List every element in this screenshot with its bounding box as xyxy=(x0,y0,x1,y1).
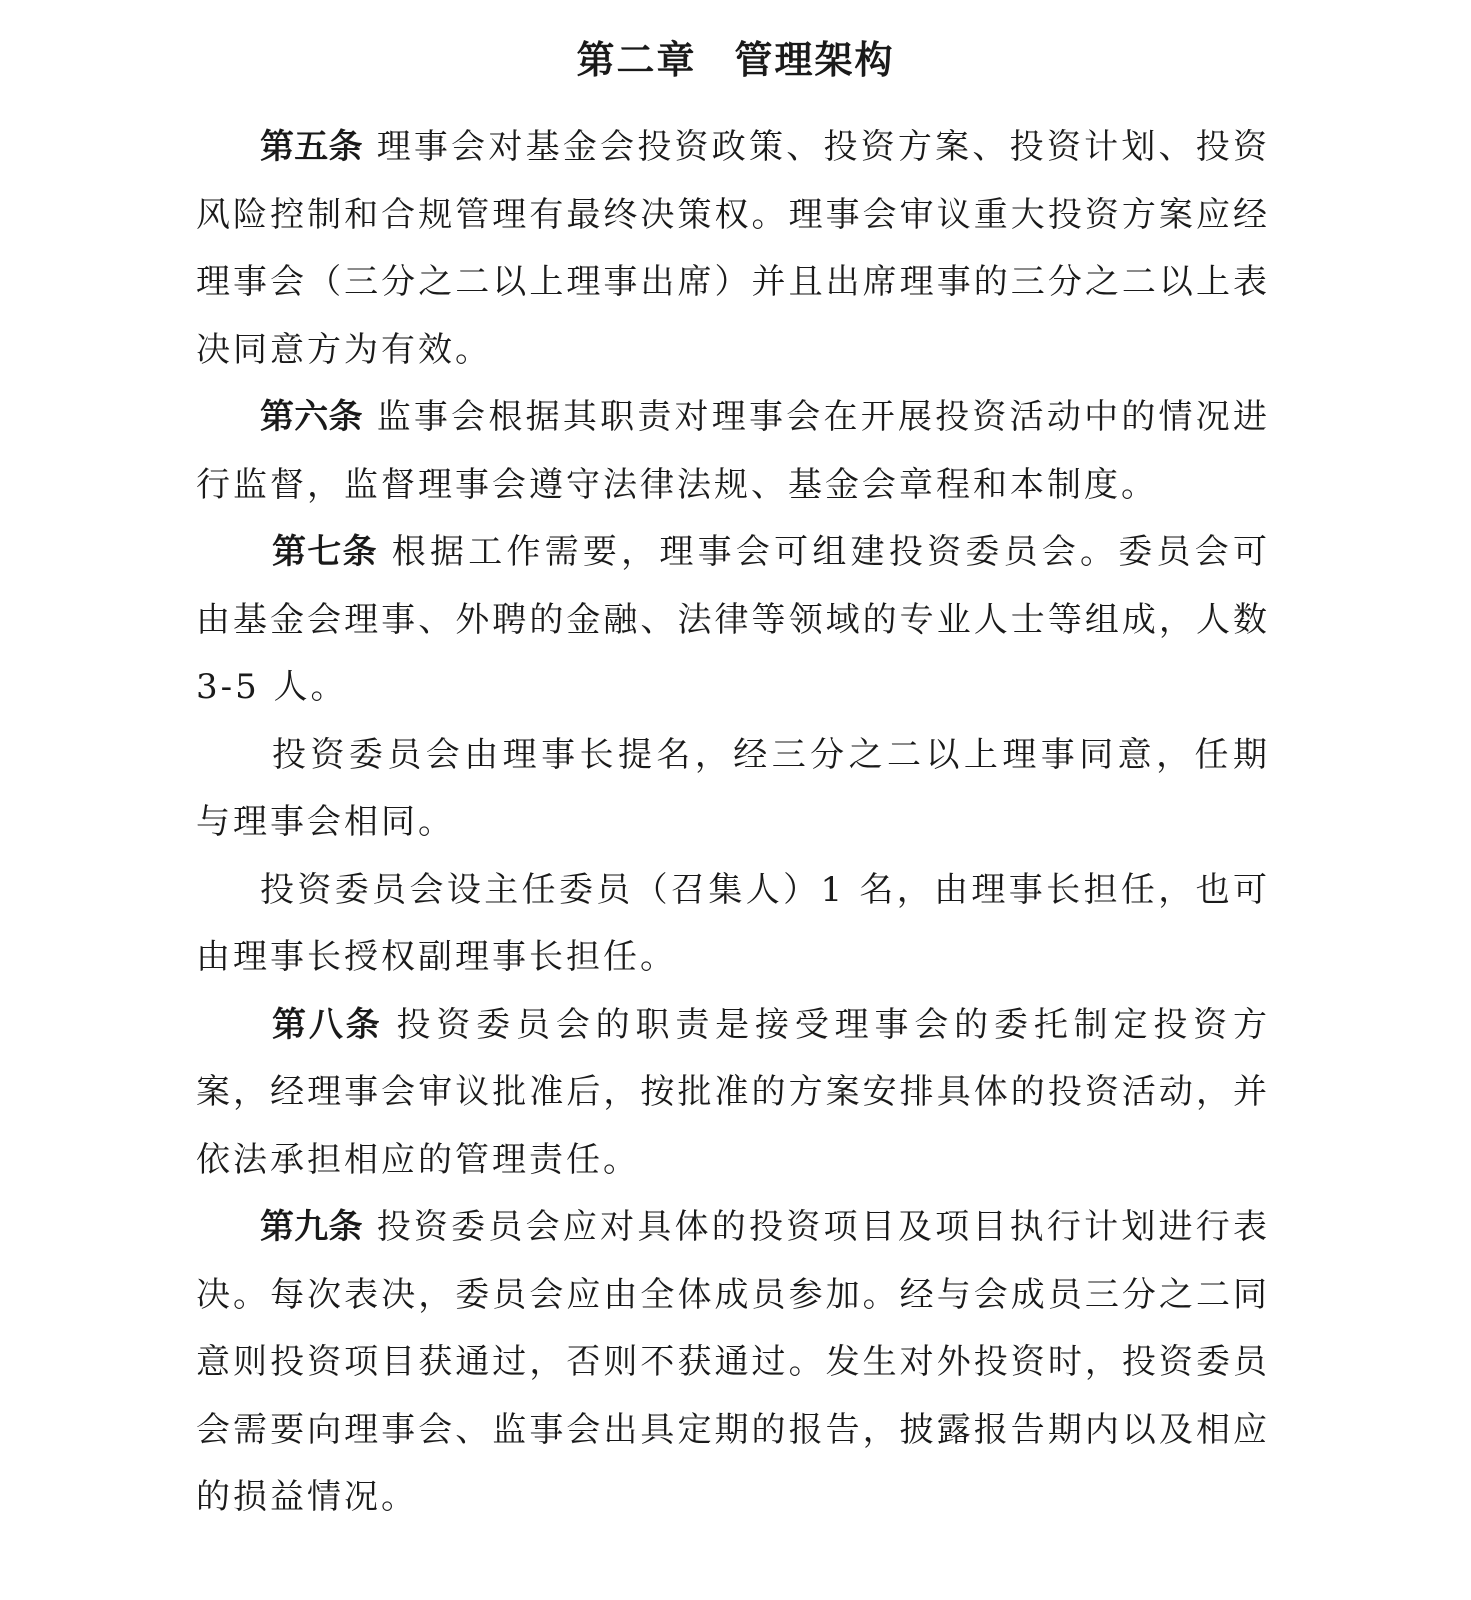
article-7-paragraph-3: 投资委员会设主任委员（召集人）1 名，由理事长担任，也可由理事长授权副理事长担任。 xyxy=(196,869,1270,977)
article-text: 投资委员会应对具体的投资项目及项目执行计划进行表决。每次表决，委员会应由全体成员参加。经与会成员三分之二同意则投资项目获通过，否则不获通过。发生对外投资时，投资委员会需要向理事会、监事会出具定期的报告，披露报告期内以及相应的损益情况。 xyxy=(196,1207,1271,1517)
article-7 xyxy=(196,519,1270,722)
article-label: 第九条 xyxy=(260,1207,363,1247)
article-5 xyxy=(196,114,1270,384)
article-text: 根据工作需要，理事会可组建投资委员会。委员会可由基金会理事、外聘的金融、法律等领域的专业人士等组成，人数 3-5 人。 xyxy=(196,532,1271,707)
article-text: 投资委员会的职责是接受理事会的委托制定投资方案，经理事会审议批准后，按批准的方案安排具体的投资活动，并依法承担相应的管理责任。 xyxy=(196,1004,1270,1180)
article-label: 第七条 xyxy=(272,532,378,572)
article-8 xyxy=(196,992,1270,1195)
chapter-number: 第二章 xyxy=(576,38,697,82)
article-label: 第五条 xyxy=(260,127,363,167)
article-6 xyxy=(196,384,1270,519)
article-text: 理事会对基金会投资政策、投资方案、投资计划、投资风险控制和合规管理有最终决策权。理事会审议重大投资方案应经理事会（三分之二以上理事出席）并且出席理事的三分之二以上表决同意方为有效。 xyxy=(196,127,1271,370)
article-text: 监事会根据其职责对理事会在开展投资活动中的情况进行监督，监督理事会遵守法律法规、基金会章程和本制度。 xyxy=(196,397,1271,505)
document-body xyxy=(196,114,1270,1532)
article-label: 第八条 xyxy=(272,1004,383,1045)
chapter-heading xyxy=(0,34,1471,86)
article-7-paragraph-2: 投资委员会由理事长提名，经三分之二以上理事同意，任期与理事会相同。 xyxy=(196,734,1270,842)
article-9 xyxy=(196,1194,1270,1532)
chapter-title: 管理架构 xyxy=(734,38,895,82)
article-label: 第六条 xyxy=(260,397,363,437)
